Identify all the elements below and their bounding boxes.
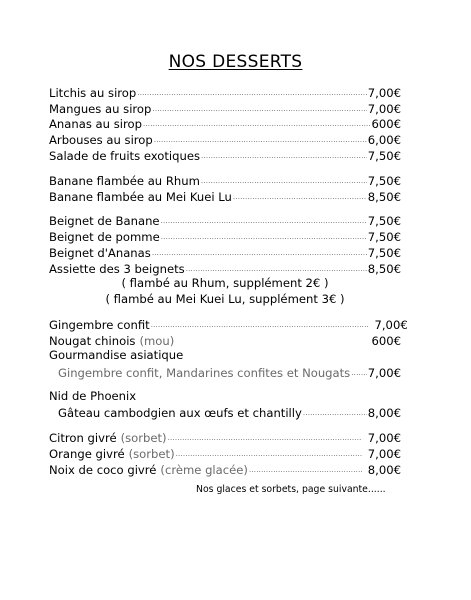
item-name: Citron givré [49,430,117,445]
item-price: 7,50€ [367,245,401,260]
leader-dots [201,151,367,161]
menu-item [49,213,401,229]
leader-dots [351,368,367,378]
menu-item [49,316,408,333]
item-name: Beignet de Banane [49,214,160,229]
item-name: Salade de fruits exotiques [49,148,201,163]
item-price: 7,50€ [367,148,401,163]
leader-dots [249,465,362,475]
item-price: 7,00€ [367,365,401,380]
item-note: (crème glacée) [160,462,248,477]
item-price: 7,50€ [367,214,401,229]
item-name: Arbouses au sirop [49,133,153,148]
section-heading: Nid de Phoenix [49,388,137,403]
leader-dots [186,264,367,274]
item-price: 8,50€ [367,261,401,276]
item-price: 8,00€ [367,462,401,477]
leader-dots [168,433,362,443]
menu-item [49,147,401,163]
item-name: Beignet de pomme [49,230,160,245]
menu-item [49,445,401,461]
item-name: Ananas au sirop [49,117,142,132]
dessert-menu [49,84,408,477]
leader-dots [161,232,367,242]
menu-item [49,332,401,348]
flambe-note: ( flambé au Rhum, supplément 2€ ) [121,275,329,290]
leader-dots [143,119,371,129]
item-name: Litchis au sirop [49,85,137,100]
item-name: Gâteau cambodgien aux œufs et chantilly [58,406,302,421]
item-price: 8,00€ [367,406,401,421]
menu-item [49,429,401,445]
section-heading: Gourmandise asiatique [49,347,184,362]
item-name: Nougat chinois [49,333,136,348]
menu-item [49,364,401,380]
menu-item [49,172,401,188]
page-title: NOS DESSERTS [168,52,303,72]
leader-dots [176,449,362,459]
item-price: 7,00€ [367,85,401,100]
leader-dots [161,216,367,226]
flambe-note: ( flambé au Mei Kuei Lu, supplément 3€ ) [105,291,345,306]
item-price: 6,00€ [367,133,401,148]
leader-dots [303,408,367,418]
menu-item [49,131,401,147]
item-name: Assiette des 3 beignets [49,261,185,276]
menu-item [49,260,401,276]
item-name: Banane flambée au Mei Kuei Lu [49,189,232,204]
menu-item [49,244,401,260]
item-name: Orange givré [49,446,125,461]
menu-item [49,100,401,116]
item-price: 7,50€ [367,230,401,245]
leader-dots [201,176,367,186]
item-name: Banane flambée au Rhum [49,173,200,188]
item-price: 7,00€ [367,446,401,461]
menu-item [49,84,401,100]
item-price: 7,00€ [374,318,408,333]
item-price: 7,00€ [367,101,401,116]
item-name: Gingembre confit, Mandarines confites et Nougats [58,365,351,380]
item-note: (sorbet) [128,446,175,461]
leader-dots [151,320,369,330]
leader-dots [154,135,367,145]
menu-item [49,188,401,204]
item-price: 8,50€ [367,189,401,204]
item-price: 7,50€ [367,173,401,188]
item-price: 600€ [371,333,401,348]
item-note: (sorbet) [120,430,167,445]
leader-dots [152,104,366,114]
item-note: (mou) [139,333,175,348]
item-name: Mangues au sirop [49,101,152,116]
footer-note: Nos glaces et sorbets, page suivante...... [196,484,386,495]
item-price: 600€ [371,117,401,132]
menu-item [49,461,401,477]
leader-dots [233,192,367,202]
item-name: Gingembre confit [49,318,150,333]
menu-item [49,228,401,244]
item-name: Noix de coco givré [49,462,157,477]
item-price: 7,00€ [367,430,401,445]
item-name: Beignet d'Ananas [49,245,151,260]
leader-dots [137,88,367,98]
menu-item [49,404,401,420]
menu-item [49,116,401,132]
leader-dots [152,248,367,258]
